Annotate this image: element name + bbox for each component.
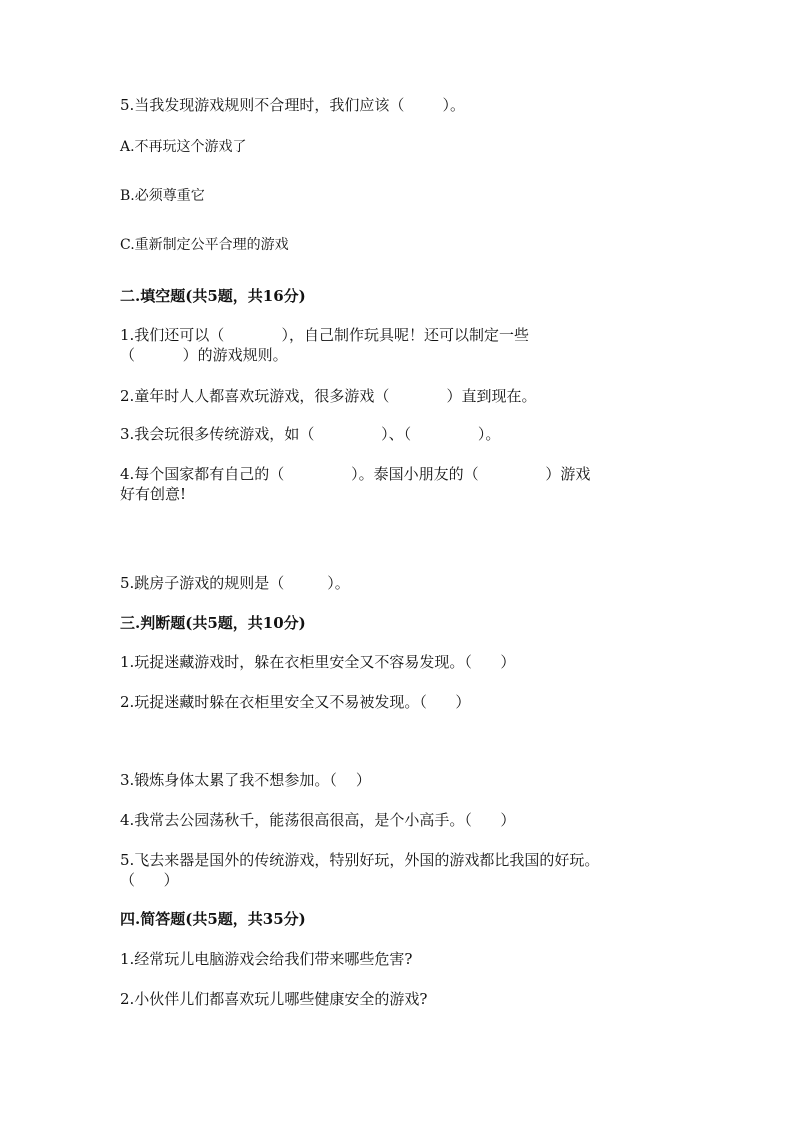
fill-question-2: 2.童年时人人都喜欢玩游戏，很多游戏（ ）直到现在。	[120, 387, 537, 405]
judge-question-5-line2: （ ）	[120, 871, 179, 889]
fill-question-4-line1: 4.每个国家都有自己的（ ）。泰国小朋友的（ ）游戏	[120, 465, 591, 483]
section-heading-true-false: 三.判断题(共5题，共10分)	[120, 614, 306, 632]
short-question-2: 2.小伙伴儿们都喜欢玩儿哪些健康安全的游戏?	[120, 990, 428, 1008]
option-a: A.不再玩这个游戏了	[120, 139, 247, 155]
fill-question-4-line2: 好有创意!	[120, 485, 187, 503]
short-question-1: 1.经常玩儿电脑游戏会给我们带来哪些危害?	[120, 950, 413, 968]
judge-question-4: 4.我常去公园荡秋千，能荡很高很高，是个小高手。（ ）	[120, 811, 516, 829]
judge-question-3: 3.锻炼身体太累了我不想参加。（ ）	[120, 771, 371, 789]
fill-question-1-line1: 1.我们还可以（ ），自己制作玩具呢！还可以制定一些	[120, 326, 530, 344]
option-b: B.必须尊重它	[120, 188, 205, 204]
judge-question-5-line1: 5.飞去来器是国外的传统游戏，特别好玩，外国的游戏都比我国的好玩。	[120, 851, 600, 869]
option-c: C.重新制定公平合理的游戏	[120, 237, 289, 253]
judge-question-2: 2.玩捉迷藏时躲在衣柜里安全又不易被发现。（ ）	[120, 693, 471, 711]
section-heading-fill-blank: 二.填空题(共5题，共16分)	[120, 287, 306, 305]
fill-question-5: 5.跳房子游戏的规则是（ ）。	[120, 574, 350, 592]
section-heading-short-answer: 四.简答题(共5题，共35分)	[120, 910, 306, 928]
fill-question-1-line2: （ ）的游戏规则。	[120, 346, 288, 364]
judge-question-1: 1.玩捉迷藏游戏时，躲在衣柜里安全又不容易发现。（ ）	[120, 653, 516, 671]
question-5: 5.当我发现游戏规则不合理时，我们应该（ ）。	[120, 96, 465, 114]
fill-question-3: 3.我会玩很多传统游戏，如（ ）、（ ）。	[120, 425, 501, 443]
